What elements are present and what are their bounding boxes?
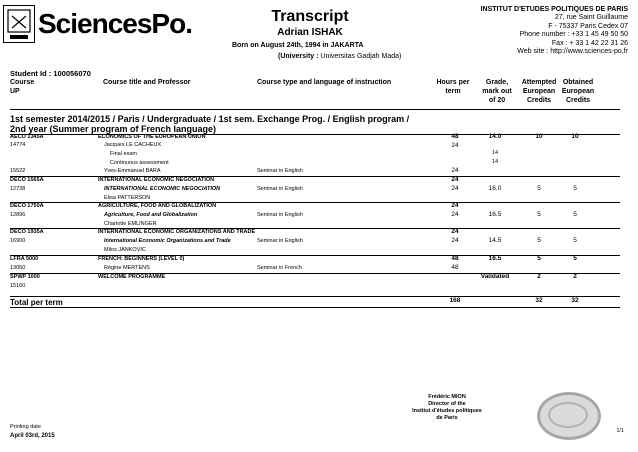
course-title: INTERNATIONAL ECONOMIC NEGOCIATION bbox=[98, 177, 215, 183]
signatory-inst2: de Paris bbox=[436, 415, 458, 421]
part-hours: 24 bbox=[451, 211, 459, 218]
institution-block bbox=[481, 6, 628, 56]
part-hours: 48 bbox=[451, 264, 459, 271]
total-attempted: 32 bbox=[535, 297, 543, 304]
course-title: INTERNATIONAL ECONOMIC ORGANIZATIONS AND TRADE bbox=[98, 229, 256, 235]
part-type: Seminar in English bbox=[257, 186, 303, 192]
col-obtained bbox=[552, 78, 604, 105]
signatory-role: Director of the bbox=[428, 401, 466, 407]
col-grade bbox=[474, 78, 520, 105]
part-up: 14774 bbox=[10, 142, 26, 148]
part-up: 15160 bbox=[10, 283, 26, 289]
total-label: Total per term bbox=[10, 298, 63, 307]
student-name: Adrian ISHAK bbox=[277, 27, 343, 38]
course-attempted: 2 bbox=[537, 273, 541, 280]
part-hours: 24 bbox=[451, 142, 459, 149]
total-bottom-divider bbox=[10, 307, 620, 308]
header-divider bbox=[10, 109, 620, 110]
course-code: DECO 1750A bbox=[10, 203, 44, 209]
seal-inner-ring bbox=[548, 402, 588, 428]
part-up: 12738 bbox=[10, 186, 26, 192]
col-course-label: Course bbox=[10, 79, 35, 86]
student-id: Student Id : 100056070 bbox=[10, 69, 91, 78]
course-obtained: 2 bbox=[573, 273, 577, 280]
part-up: 12896 bbox=[10, 212, 26, 218]
part-grade: 14 bbox=[491, 159, 499, 165]
col-obt-line2: European bbox=[561, 88, 595, 95]
col-type-lang: Course type and language of instruction bbox=[257, 79, 392, 86]
birth-info: Born on August 24th, 1994 in JAKARTA bbox=[232, 42, 364, 49]
total-hours: 168 bbox=[449, 297, 461, 304]
university-label: (University : bbox=[278, 53, 319, 60]
part-obtained: 5 bbox=[573, 185, 577, 192]
institution-fax: Fax : + 33 1 42 22 31 26 bbox=[551, 39, 628, 47]
institution-web: Web site : http://www.sciences-po.fr bbox=[517, 48, 628, 56]
institution-phone: Phone number : +33 1 45 49 50 50 bbox=[519, 31, 628, 39]
part-up: 15522 bbox=[10, 168, 26, 174]
course-hours: 24 bbox=[451, 176, 459, 183]
course-attempted: 10 bbox=[535, 133, 543, 140]
course-title: AGRICULTURE, FOOD AND GLOBALIZATION bbox=[98, 203, 217, 209]
part-assessment: Final exam bbox=[110, 151, 137, 157]
course-obtained: 10 bbox=[571, 133, 579, 140]
semester-line2: 2nd year (Summer program of French language) bbox=[10, 124, 217, 134]
part-attempted: 5 bbox=[537, 185, 541, 192]
course-hours: 24 bbox=[451, 228, 459, 235]
part-obtained: 5 bbox=[573, 211, 577, 218]
col-grade-line2: mark out bbox=[482, 88, 512, 95]
part-hours: 24 bbox=[451, 185, 459, 192]
signatory-name: Frédéric MION bbox=[428, 394, 466, 400]
col-course bbox=[10, 78, 34, 96]
institution-name: INSTITUT D'ETUDES POLITIQUES DE PARIS bbox=[480, 6, 628, 13]
course-title: FRENCH: BEGINNERS (LEVEL 0) bbox=[98, 256, 185, 262]
col-grade-line3: of 20 bbox=[488, 97, 506, 104]
total-obtained: 32 bbox=[571, 297, 579, 304]
part-type: Seminar in English bbox=[257, 168, 303, 174]
part-hours: 24 bbox=[451, 167, 459, 174]
university-info bbox=[278, 53, 401, 60]
course-hours: 48 bbox=[451, 133, 459, 140]
signatory-inst1: Institut d'études politiques bbox=[412, 408, 482, 414]
part-grade: 16.0 bbox=[488, 185, 502, 192]
col-obt-line3: Credits bbox=[565, 97, 591, 104]
part-professor: Milos JANKOVIC bbox=[104, 247, 146, 253]
col-obt-line1: Obtained bbox=[562, 79, 594, 86]
course-code: DECO 1565A bbox=[10, 177, 44, 183]
course-attempted: 5 bbox=[537, 255, 541, 262]
official-seal-stamp bbox=[537, 392, 601, 440]
part-course-title: Agriculture, Food and Globalization bbox=[104, 212, 198, 218]
part-grade: 16.5 bbox=[488, 211, 502, 218]
part-professor: Régine MERTENS bbox=[104, 265, 150, 271]
course-hours: 24 bbox=[451, 202, 459, 209]
logo-wordmark: SciencesPo. bbox=[38, 8, 192, 39]
shield-icon bbox=[4, 6, 34, 42]
semester-heading bbox=[10, 114, 450, 134]
university-value: Universitas Gadjah Mada) bbox=[320, 53, 402, 60]
course-code: DECO 1935A bbox=[10, 229, 44, 235]
course-title: ECONOMICS OF THE EUROPEAN UNION bbox=[98, 134, 206, 140]
printing-date-value: April 03rd, 2015 bbox=[10, 433, 55, 439]
col-hours-line1: Hours per bbox=[436, 79, 470, 86]
course-obtained: 5 bbox=[573, 255, 577, 262]
part-up: 16900 bbox=[10, 238, 26, 244]
col-hours-line2: term bbox=[445, 88, 461, 95]
part-obtained: 5 bbox=[573, 237, 577, 244]
part-up: 13050 bbox=[10, 265, 26, 271]
page-number: 1/1 bbox=[616, 428, 624, 434]
part-type: Seminar in English bbox=[257, 238, 303, 244]
course-title: WELCOME PROGRAMME bbox=[98, 274, 166, 280]
part-type: Seminar in French bbox=[257, 265, 302, 271]
part-attempted: 5 bbox=[537, 237, 541, 244]
printing-date-label: Printing date bbox=[10, 424, 41, 430]
part-course-title: International Economic Organizations and Trade bbox=[104, 238, 231, 244]
col-grade-line1: Grade, bbox=[485, 79, 509, 86]
col-title-prof: Course title and Professor bbox=[103, 79, 191, 86]
course-grade: 14.0 bbox=[488, 133, 502, 140]
course-hours: 48 bbox=[451, 255, 459, 262]
part-professor: Jacques LE CACHEUX bbox=[104, 142, 162, 148]
part-course-title: INTERNATIONAL ECONOMIC NEGOCIATION bbox=[104, 186, 221, 192]
institution-address1: 27, rue Saint Guillaume bbox=[554, 14, 628, 22]
logo-emblem bbox=[3, 5, 35, 43]
part-hours: 24 bbox=[451, 237, 459, 244]
course-code: LFRA 5000 bbox=[10, 256, 39, 262]
document-title: Transcript bbox=[271, 8, 349, 25]
col-att-line2: European bbox=[522, 88, 556, 95]
col-att-line3: Credits bbox=[526, 97, 552, 104]
course-code: SPWP 1000 bbox=[10, 274, 40, 280]
institution-address2: F - 75337 Paris Cedex 07 bbox=[548, 22, 628, 30]
col-att-line1: Attempted bbox=[521, 79, 557, 86]
part-attempted: 5 bbox=[537, 211, 541, 218]
col-up-label: UP bbox=[10, 88, 20, 95]
signature-block bbox=[372, 394, 522, 422]
part-assessment: Continuous assessment bbox=[110, 160, 169, 166]
part-grade: 14.5 bbox=[488, 237, 502, 244]
course-grade: 16.5 bbox=[488, 255, 502, 262]
course-grade: Validated bbox=[480, 273, 510, 280]
part-professor: Elisa PATTERSON bbox=[104, 195, 151, 201]
part-type: Seminar in English bbox=[257, 212, 303, 218]
part-professor: Yves-Emmanuel BARA bbox=[104, 168, 161, 174]
semester-line1: 1st semester 2014/2015 / Paris / Undergraduate / 1st sem. Exchange Prog. / English program / bbox=[10, 114, 410, 124]
part-professor: Charlotte EMLINGER bbox=[104, 221, 157, 227]
part-grade: 14 bbox=[491, 150, 499, 156]
course-code: AECO 1345A bbox=[10, 134, 44, 140]
